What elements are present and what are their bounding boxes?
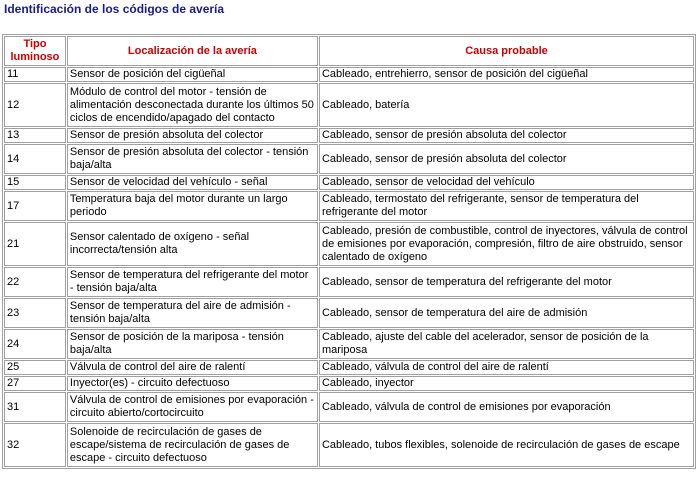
table-row [4, 67, 694, 82]
cell-code: 27 [4, 376, 66, 391]
cell-code: 12 [4, 83, 66, 127]
cell-code: 22 [4, 267, 66, 297]
cell-location: Módulo de control del motor - tensión de alimentación desconectada durante los últimos 50 ciclos de encendido/apagado del contacto [67, 83, 318, 127]
cell-location: Sensor de posición del cigüeñal [67, 67, 318, 82]
cell-location: Sensor de posición de la mariposa - tensión baja/alta [67, 329, 318, 359]
cell-location: Inyector(es) - circuito defectuoso [67, 376, 318, 391]
table-row [4, 392, 694, 422]
table-row [4, 376, 694, 391]
cell-code: 11 [4, 67, 66, 82]
cell-cause: Cableado, sensor de presión absoluta del colector [319, 128, 694, 143]
table-row [4, 83, 694, 127]
cell-code: 17 [4, 191, 66, 221]
cell-cause: Cableado, sensor de velocidad del vehículo [319, 175, 694, 190]
table-row [4, 144, 694, 174]
cell-location: Temperatura baja del motor durante un largo periodo [67, 191, 318, 221]
table-row [4, 175, 694, 190]
cell-code: 21 [4, 222, 66, 266]
fault-codes-table [2, 34, 696, 469]
cell-cause: Cableado, batería [319, 83, 694, 127]
cell-code: 14 [4, 144, 66, 174]
cell-cause: Cableado, entrehierro, sensor de posición del cigüeñal [319, 67, 694, 82]
table-row [4, 191, 694, 221]
cell-code: 25 [4, 360, 66, 375]
cell-cause: Cableado, ajuste del cable del acelerador, sensor de posición de la mariposa [319, 329, 694, 359]
cell-location: Sensor de temperatura del aire de admisión - tensión baja/alta [67, 298, 318, 328]
cell-cause: Cableado, sensor de presión absoluta del colector [319, 144, 694, 174]
cell-cause: Cableado, válvula de control del aire de ralentí [319, 360, 694, 375]
cell-cause: Cableado, presión de combustible, control de inyectores, válvula de control de emisiones por evaporación, compresión, filtro de aire obstruido, sensor calentado de oxígeno [319, 222, 694, 266]
table-header-row [4, 36, 694, 66]
cell-code: 13 [4, 128, 66, 143]
table-row [4, 423, 694, 467]
cell-location: Válvula de control del aire de ralentí [67, 360, 318, 375]
table-row [4, 329, 694, 359]
table-row [4, 360, 694, 375]
table-row [4, 222, 694, 266]
cell-code: 23 [4, 298, 66, 328]
cell-location: Solenoide de recirculación de gases de escape/sistema de recirculación de gases de escape - circuito defectuoso [67, 423, 318, 467]
cell-location: Sensor de presión absoluta del colector - tensión baja/alta [67, 144, 318, 174]
cell-location: Sensor de temperatura del refrigerante del motor - tensión baja/alta [67, 267, 318, 297]
header-causa: Causa probable [319, 36, 694, 66]
cell-cause: Cableado, termostato del refrigerante, sensor de temperatura del refrigerante del motor [319, 191, 694, 221]
cell-code: 32 [4, 423, 66, 467]
cell-location: Sensor calentado de oxígeno - señal incorrecta/tensión alta [67, 222, 318, 266]
header-tipo-luminoso: Tipo luminoso [4, 36, 66, 66]
header-localizacion: Localización de la avería [67, 36, 318, 66]
cell-location: Válvula de control de emisiones por evaporación - circuito abierto/cortocircuito [67, 392, 318, 422]
cell-location: Sensor de presión absoluta del colector [67, 128, 318, 143]
cell-code: 31 [4, 392, 66, 422]
table-row [4, 267, 694, 297]
cell-code: 15 [4, 175, 66, 190]
cell-location: Sensor de velocidad del vehículo - señal [67, 175, 318, 190]
cell-cause: Cableado, inyector [319, 376, 694, 391]
cell-cause: Cableado, sensor de temperatura del refrigerante del motor [319, 267, 694, 297]
cell-code: 24 [4, 329, 66, 359]
table-row [4, 128, 694, 143]
cell-cause: Cableado, sensor de temperatura del aire de admisión [319, 298, 694, 328]
page-title: Identificación de los códigos de avería [4, 2, 225, 16]
cell-cause: Cableado, tubos flexibles, solenoide de recirculación de gases de escape [319, 423, 694, 467]
cell-cause: Cableado, válvula de control de emisiones por evaporación [319, 392, 694, 422]
table-row [4, 298, 694, 328]
